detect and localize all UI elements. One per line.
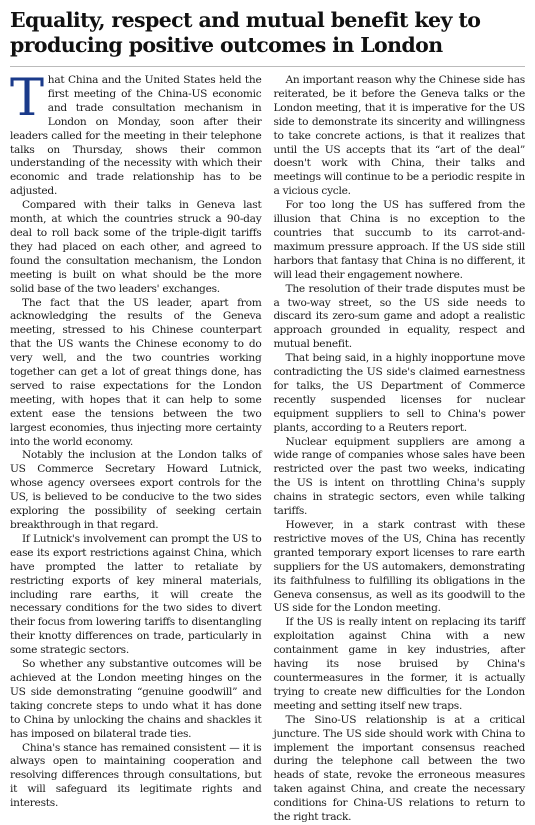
paragraph: China's stance has remained consistent — it is always open to maintaining cooperation and resolving differences through consultations, but it will safeguard its legitimate rights and interests.	[10, 741, 262, 810]
left-column	[10, 69, 262, 825]
paragraph: Notably the inclusion at the London talks of US Commerce Secretary Howard Lutnick, whose agency oversees export controls for the US, is believed to be conducive to the two sides exploring the possibility of seeking certain breakthrough in that regard.	[10, 449, 262, 531]
paragraph: The fact that the US leader, apart from acknowledging the results of the Geneva meeting, stressed to his Chinese counterpart that the US wants the Chinese economy to do very well, and the two countries working together can get a lot of great things done, has served to raise expectations for the London meeting, with hopes that it can help to some extent ease the tensions between the two largest economies, thus injecting more certainty into the world economy.	[10, 296, 262, 448]
paragraph: Nuclear equipment suppliers are among a wide range of companies whose sales have been restricted over the past two weeks, indicating the US is intent on throttling China's supply chains in strategic sectors, even while talking tariffs.	[273, 435, 525, 518]
right-column	[274, 74, 526, 825]
headline: Equality, respect and mutual benefit key to producing positive outcomes in London	[10, 8, 481, 57]
paragraph: An important reason why the Chinese side has reiterated, be it before the Geneva talks or the London meeting, that it is imperative for the US side to demonstrate its sincerity and willingness to take concrete actions, is that it realizes that until the US accepts that its “art of the deal” doesn't work with China, their talks and meetings will continue to be a periodic respite in a vicious cycle.	[273, 74, 525, 198]
article-body	[10, 69, 525, 825]
paragraph: The resolution of their trade disputes must be a two-way street, so the US side needs to discard its zero-sum game and adopt a realistic approach grounded in equality, respect and mutual benefit.	[273, 282, 525, 351]
paragraph: For too long the US has suffered from the illusion that China is no exception to the countries that succumb to its carrot-and-maximum pressure approach. If the US side still harbors that fantasy that China is no different, it will lead their engagement nowhere.	[273, 199, 525, 281]
headline-divider	[10, 66, 525, 67]
paragraph: That being said, in a highly inopportune move contradicting the US side's claimed earnestness for talks, the US Department of Commerce recently suspended licenses for nuclear equipment suppliers to sell to China's power plants, according to a Reuters report.	[273, 352, 525, 434]
paragraph: If Lutnick's involvement can prompt the US to ease its export restrictions against China, which have prompted the latter to retaliate by restricting exports of key mineral materials, including rare earths, it will create the necessary conditions for the two sides to divert their focus from lowering tariffs to disentangling their knotty differences on trade, particularly in some strategic sectors.	[10, 532, 262, 657]
paragraph: If the US is really intent on replacing its tariff exploitation against China with a new containment game in key industries, after having its nose bruised by China's countermeasures in the former, it is actually trying to create new difficulties for the London meeting and setting itself new traps.	[273, 616, 525, 712]
lead-text: hat China and the United States held the first meeting of the China-US economic and trade consultation mechanism in London on Monday, soon after their leaders called for the meeting in their telephone talks on Thursday, shows their common understanding of the necessity with which their economic and trade relationship has to be adjusted.	[10, 74, 262, 198]
paragraph: So whether any substantive outcomes will be achieved at the London meeting hinges on the US side demonstrating “genuine goodwill” and taking concrete steps to undo what it has done to China by unlocking the chains and shackles it has imposed on bilateral trade ties.	[10, 658, 262, 740]
paragraph: However, in a stark contrast with these restrictive moves of the US, China has recently granted temporary export licenses to rare earth suppliers for the US automakers, demonstrating its faithfulness to fulfilling its obligations in the Geneva consensus, as well as its goodwill to the US side for the London meeting.	[273, 519, 525, 615]
paragraph: Compared with their talks in Geneva last month, at which the countries struck a 90-day deal to roll back some of the triple-digit tariffs they had placed on each other, and agreed to found the consultation mechanism, the London meeting is built on what should be the more solid base of the two leaders' exchanges.	[10, 199, 262, 295]
paragraph-lead	[10, 69, 262, 199]
drop-cap: T	[10, 69, 44, 128]
paragraph: The Sino-US relationship is at a critical juncture. The US side should work with China to implement the important consensus reached during the telephone call between the two heads of state, revoke the erroneous measures taken against China, and create the necessary conditions for China-US relations to return to the right track.	[273, 713, 525, 824]
